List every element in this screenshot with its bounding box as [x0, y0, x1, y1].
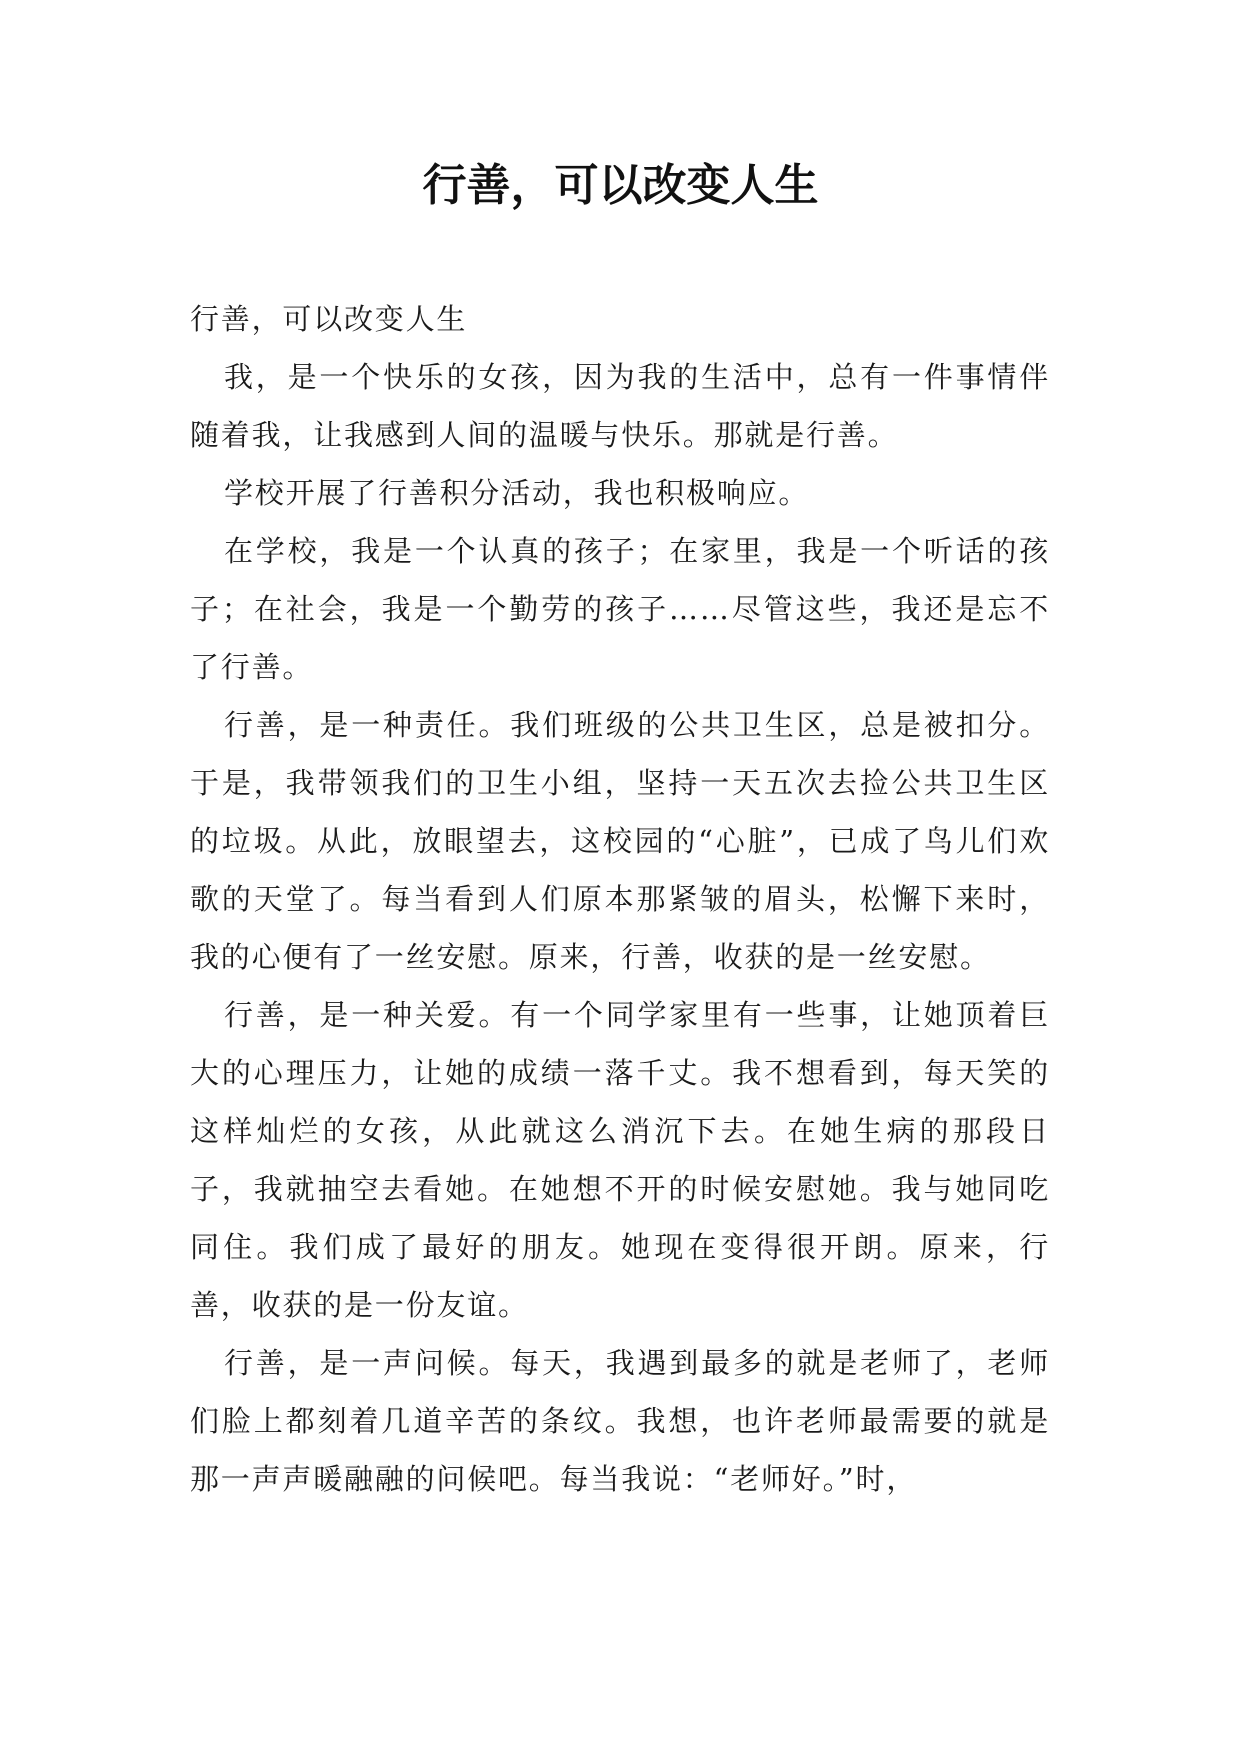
- paragraph-heading: 行善，可以改变人生: [190, 302, 468, 336]
- paragraph: 在学校，我是一个认真的孩子；在家里，我是一个听话的孩子；在社会，我是一个勤劳的孩子……尽管这些，我还是忘不了行善。: [190, 534, 1050, 684]
- paragraph: 行善，是一种责任。我们班级的公共卫生区，总是被扣分。于是，我带领我们的卫生小组，坚持一天五次去捡公共卫生区的垃圾。从此，放眼望去，这校园的“心脏”，已成了鸟儿们欢歌的天堂了。每当看到人们原本那紧皱的眉头，松懈下来时，我的心便有了一丝安慰。原来，行善，收获的是一丝安慰。: [190, 708, 1050, 974]
- document-body: [190, 290, 1050, 1508]
- paragraph: 我，是一个快乐的女孩，因为我的生活中，总有一件事情伴随着我，让我感到人间的温暖与快乐。那就是行善。: [190, 360, 1050, 452]
- paragraph: 行善，是一声问候。每天，我遇到最多的就是老师了，老师们脸上都刻着几道辛苦的条纹。我想，也许老师最需要的就是那一声声暖融融的问候吧。每当我说：“老师好。”时，: [190, 1346, 1050, 1496]
- paragraph: 学校开展了行善积分活动，我也积极响应。: [224, 476, 810, 510]
- document-title: 行善，可以改变人生: [422, 160, 819, 211]
- paragraph: 行善，是一种关爱。有一个同学家里有一些事，让她顶着巨大的心理压力，让她的成绩一落千丈。我不想看到，每天笑的这样灿烂的女孩，从此就这么消沉下去。在她生病的那段日子，我就抽空去看她。在她想不开的时候安慰她。我与她同吃同住。我们成了最好的朋友。她现在变得很开朗。原来，行善，收获的是一份友谊。: [190, 998, 1050, 1322]
